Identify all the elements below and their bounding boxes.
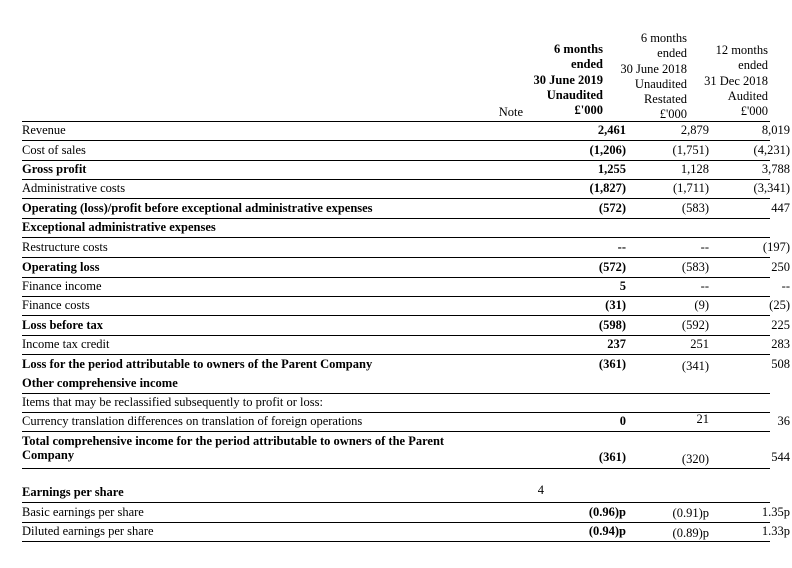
table-row — [22, 296, 790, 315]
value-2019: 2,461 — [597, 123, 626, 137]
row-label: Currency translation differences on translation of foreign operations — [22, 414, 363, 428]
value-2019: (0.94)p — [588, 524, 626, 538]
table-row — [22, 199, 790, 218]
value-2018-full: 250 — [771, 260, 790, 274]
table-row — [22, 335, 790, 354]
table-row — [22, 277, 790, 296]
row-label: Gross profit — [22, 162, 87, 176]
column-header-line: Audited — [727, 88, 768, 103]
column-header-line: 30 June 2018 — [620, 61, 687, 76]
value-2018-half: (0.91)p — [672, 506, 709, 520]
value-2019: (0.96)p — [588, 505, 626, 519]
row-label: Loss before tax — [22, 318, 104, 332]
column-header-line: £'000 — [659, 107, 687, 122]
value-2018-half: -- — [700, 279, 709, 293]
column-header-line: ended — [571, 57, 603, 72]
table-row — [22, 522, 790, 541]
value-2018-half: (341) — [681, 359, 709, 373]
row-label: Finance income — [22, 279, 102, 293]
column-header-line: 6 months — [554, 42, 603, 56]
value-2018-full: 544 — [771, 450, 790, 464]
value-2018-half: (0.89)p — [672, 526, 709, 540]
value-2018-full: 508 — [771, 357, 790, 371]
row-label: Basic earnings per share — [22, 505, 144, 519]
row-label: Operating loss — [22, 260, 100, 274]
row-label: Finance costs — [22, 298, 90, 312]
row-label: Revenue — [22, 123, 66, 137]
value-2018-half: (1,751) — [672, 143, 709, 157]
row-divider — [22, 468, 770, 469]
value-2018-full: 283 — [771, 337, 790, 351]
column-header-line: ended — [657, 46, 687, 61]
row-label: Diluted earnings per share — [22, 524, 154, 538]
table-row — [22, 238, 790, 257]
row-label: Total comprehensive income for the period attributable to owners of the Parent — [22, 434, 445, 448]
value-2019: (572) — [598, 260, 626, 274]
value-2018-full: 447 — [771, 201, 790, 215]
row-label: Cost of sales — [22, 143, 86, 157]
column-header-line: 31 Dec 2018 — [704, 73, 768, 88]
value-2018-half: 21 — [696, 412, 709, 426]
value-2018-full: -- — [781, 279, 790, 293]
row-divider — [22, 541, 770, 542]
column-header-6m-2018 — [600, 31, 687, 123]
value-2018-full: (197) — [762, 240, 790, 254]
value-2018-full: 8,019 — [761, 123, 790, 137]
value-2018-half: (592) — [681, 318, 709, 332]
table-row — [22, 160, 790, 179]
value-2018-full: 36 — [777, 414, 790, 428]
value-2019: 1,255 — [597, 162, 626, 176]
table-row — [22, 179, 790, 198]
value-2019: 0 — [619, 414, 626, 428]
column-header-line: Unaudited — [634, 76, 687, 91]
table-row — [22, 355, 790, 374]
row-label: Other comprehensive income — [22, 376, 178, 390]
value-2018-half: (583) — [681, 201, 709, 215]
value-2018-half: (1,711) — [673, 181, 709, 195]
column-header-12m-2018 — [690, 43, 768, 119]
row-label: Items that may be reclassified subsequently to profit or loss: — [22, 395, 323, 409]
column-header-line: 6 months — [640, 31, 687, 45]
value-2018-full: 1.35p — [761, 505, 790, 519]
value-2018-half: -- — [700, 240, 709, 254]
table-row — [22, 374, 770, 393]
note-reference: 4 — [537, 483, 544, 497]
value-2019: 5 — [619, 279, 626, 293]
value-2019: (1,827) — [589, 181, 626, 195]
value-2019: (1,206) — [589, 143, 626, 157]
table-row — [22, 121, 790, 140]
value-2019: (31) — [605, 298, 626, 312]
value-2018-half: (583) — [681, 260, 709, 274]
column-header-line: Unaudited — [546, 87, 603, 102]
value-2018-full: (25) — [769, 298, 790, 312]
value-2018-full: (4,231) — [753, 143, 790, 157]
table-row — [22, 483, 770, 502]
value-2019: (361) — [598, 450, 626, 464]
row-label-continued: Company — [22, 448, 75, 462]
column-header-line: Restated — [643, 92, 687, 107]
value-2018-half: (320) — [681, 452, 709, 466]
row-label: Exceptional administrative expenses — [22, 220, 216, 234]
value-2018-full: 3,788 — [761, 162, 790, 176]
value-2018-half: (9) — [694, 298, 709, 312]
value-2018-half: 251 — [690, 337, 709, 351]
column-header-line: 30 June 2019 — [533, 72, 603, 87]
column-header-line: £'000 — [574, 103, 603, 118]
row-label: Earnings per share — [22, 485, 124, 499]
value-2018-full: 1.33p — [761, 524, 790, 538]
value-2018-half: 2,879 — [680, 123, 709, 137]
table-row — [22, 412, 790, 431]
value-2018-half: 1,128 — [680, 162, 709, 176]
value-2018-full: (3,341) — [753, 181, 790, 195]
column-header-line: ended — [738, 58, 768, 73]
row-label: Restructure costs — [22, 240, 108, 254]
total-row — [22, 432, 790, 468]
row-label: Operating (loss)/profit before exceptional administrative expenses — [22, 201, 373, 215]
row-label: Loss for the period attributable to owners of the Parent Company — [22, 357, 373, 371]
value-2019: -- — [617, 240, 626, 254]
column-header-line: £'000 — [740, 104, 768, 119]
value-2019: (572) — [598, 201, 626, 215]
table-row — [22, 258, 790, 277]
value-2018-full: 225 — [771, 318, 790, 332]
value-2019: (598) — [598, 318, 626, 332]
row-label: Administrative costs — [22, 181, 126, 195]
table-row — [22, 141, 790, 160]
table-row — [22, 316, 790, 335]
table-row — [22, 503, 790, 522]
note-column-header: Note — [498, 105, 523, 119]
column-header-line: 12 months — [715, 43, 768, 57]
value-2019: 237 — [607, 337, 626, 351]
value-2019: (361) — [598, 357, 626, 371]
table-row — [22, 218, 770, 237]
row-label: Income tax credit — [22, 337, 110, 351]
